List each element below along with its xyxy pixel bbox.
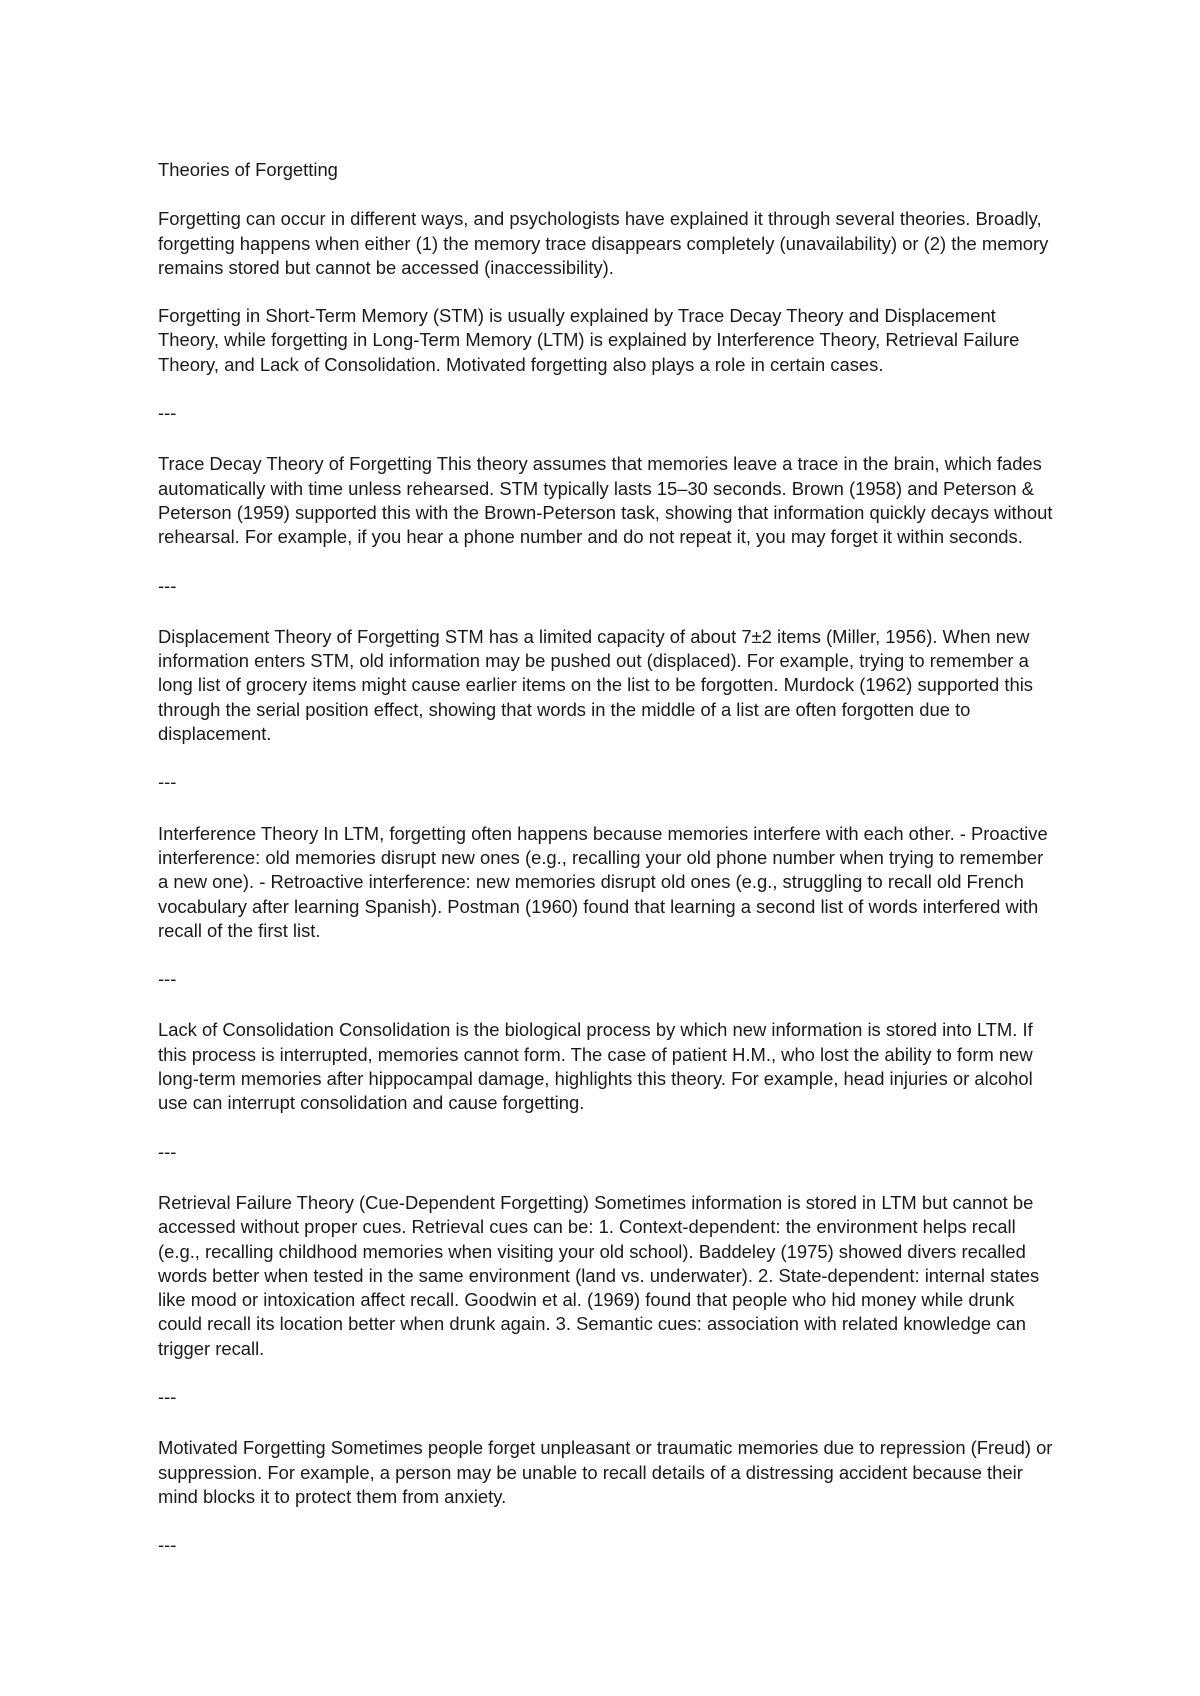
section-divider: ---	[158, 771, 177, 793]
section-consolidation: Lack of Consolidation Consolidation is the biological process by which new information is stored into LTM. If this process is interrupted, memories cannot form. The case of patient H.M., who lost the ability to form new long-term memories after hippocampal damage, highlights this theory. For example, head injuries or alcohol use can interrupt consolidation and cause forgetting.	[158, 1019, 1033, 1114]
section-motivated-forgetting: Motivated Forgetting Sometimes people forget unpleasant or traumatic memories due to repression (Freud) or suppression. For example, a person may be unable to recall details of a distressing accident because their mind blocks it to protect them from anxiety.	[158, 1437, 1053, 1507]
section-divider: ---	[158, 1140, 177, 1162]
section-divider: ---	[158, 574, 177, 596]
document-title: Theories of Forgetting	[158, 159, 338, 180]
section-divider: ---	[158, 968, 177, 990]
section-retrieval-failure: Retrieval Failure Theory (Cue-Dependent Forgetting) Sometimes information is stored in LTM but cannot be accessed without proper cues. Retrieval cues can be: 1. Context-dependent: the environment helps recall (e.g., recalling childhood memories when visiting your old school). Baddeley (1975) showed divers recalled words better when tested in the same environment (land vs. underwater). 2. State-dependent: internal states like mood or intoxication affect recall. Goodwin et al. (1969) found that people who hid money while drunk could recall its location better when drunk again. 3. Semantic cues: association with related knowledge can trigger recall.	[158, 1191, 1040, 1359]
section-divider: ---	[158, 1534, 177, 1556]
document-page	[158, 158, 1058, 1584]
section-interference: Interference Theory In LTM, forgetting often happens because memories interfere with each other. - Proactive interference: old memories disrupt new ones (e.g., recalling your old phone number when trying to remember a new one). - Retroactive interference: new memories disrupt old ones (e.g., struggling to recall old French vocabulary after learning Spanish). Postman (1960) found that learning a second list of words interfered with recall of the first list.	[158, 822, 1048, 941]
intro-paragraph: Forgetting can occur in different ways, and psychologists have explained it through several theories. Broadly, forgetting happens when either (1) the memory trace disappears completely (unavailability) or (2) the memory remains stored but cannot be accessed (inaccessibility).	[158, 208, 1049, 278]
section-divider: ---	[158, 402, 177, 424]
section-displacement: Displacement Theory of Forgetting STM has a limited capacity of about 7±2 items (Miller, 1956). When new information enters STM, old information may be pushed out (displaced). For example, trying to remember a long list of grocery items might cause earlier items on the list to be forgotten. Murdock (1962) supported this through the serial position effect, showing that words in the middle of a list are often forgotten due to displacement.	[158, 625, 1033, 745]
section-trace-decay: Trace Decay Theory of Forgetting This theory assumes that memories leave a trace in the brain, which fades automatically with time unless rehearsed. STM typically lasts 15–30 seconds. Brown (1958) and Peterson & Peterson (1959) supported this with the Brown-Peterson task, showing that information quickly decays without rehearsal. For example, if you hear a phone number and do not repeat it, you may forget it within seconds.	[158, 453, 1053, 548]
intro-paragraph: Forgetting in Short-Term Memory (STM) is usually explained by Trace Decay Theory and Displacement Theory, while forgetting in Long-Term Memory (LTM) is explained by Interference Theory, Retrieval Failure Theory, and Lack of Consolidation. Motivated forgetting also plays a role in certain cases.	[158, 305, 1020, 375]
section-divider: ---	[158, 1385, 177, 1407]
